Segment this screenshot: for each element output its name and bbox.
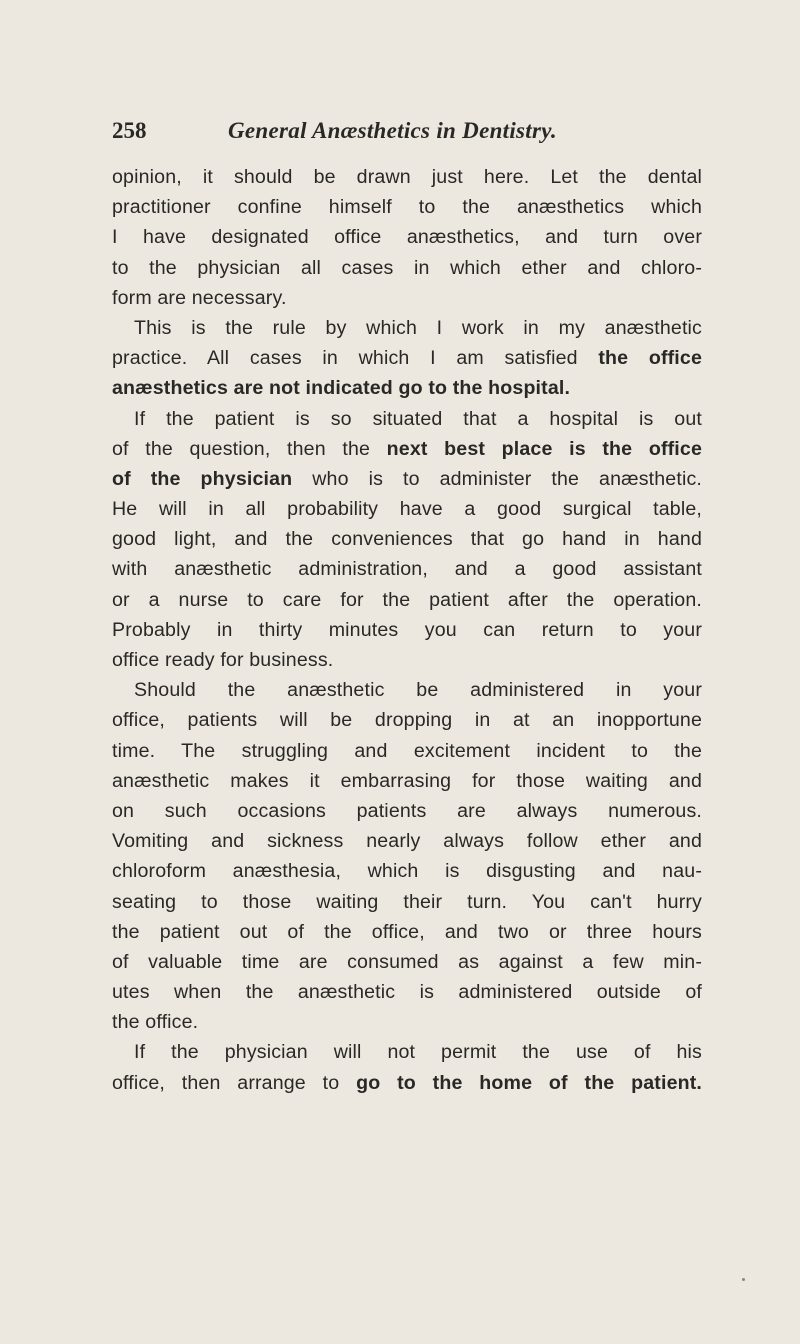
text-line: of valuable time are consumed as against a few min- <box>112 950 702 973</box>
page-header <box>112 118 702 150</box>
text-line: the office. <box>112 1011 199 1034</box>
text-line: seating to those waiting their turn. You can't hurry <box>112 890 702 913</box>
emphasis-text: anæsthetics are not indicated go to the hospital. <box>112 377 571 400</box>
text-line: anæsthetic makes it embarrasing for those waiting and <box>112 769 702 792</box>
text-line <box>112 1068 702 1098</box>
emphasis-text: the office <box>598 347 702 370</box>
text-line: Probably in thirty minutes you can return to your <box>112 618 702 641</box>
emphasis-text: of the physician <box>112 467 293 490</box>
text-run: practice. All cases in which I am satisfied <box>112 347 599 370</box>
text-line <box>112 434 702 464</box>
text-line: utes when the anæsthetic is administered outside of <box>112 981 702 1004</box>
text-line: If the patient is so situated that a hospital is out <box>134 407 702 430</box>
text-run: who is to administer the anæsthetic. <box>292 467 702 490</box>
page-number: 258 <box>112 118 147 143</box>
text-line: Should the anæsthetic be administered in your <box>134 679 702 702</box>
text-line <box>112 464 702 494</box>
text-line: or a nurse to care for the patient after the operation. <box>112 588 702 611</box>
scan-speck <box>742 1278 745 1281</box>
text-line: If the physician will not permit the use of his <box>134 1041 702 1064</box>
text-line: Vomiting and sickness nearly always follow ether and <box>112 830 702 853</box>
body-text <box>112 162 702 1098</box>
text-line: on such occasions patients are always numerous. <box>112 799 702 822</box>
text-line: He will in all probability have a good surgical table, <box>112 498 702 521</box>
running-title: General Anæsthetics in Dentistry. <box>228 118 557 143</box>
text-line <box>112 343 702 373</box>
text-line <box>112 373 702 403</box>
text-line: This is the rule by which I work in my anæsthetic <box>134 316 702 339</box>
text-line: good light, and the conveniences that go hand in hand <box>112 528 702 551</box>
text-line: time. The struggling and excitement incident to the <box>112 739 702 762</box>
text-run: office, then arrange to <box>112 1071 357 1094</box>
text-line: to the physician all cases in which ether and chloro- <box>112 256 702 279</box>
text-line: I have designated office anæsthetics, and turn over <box>112 226 702 249</box>
text-run: of the question, then the <box>112 437 387 460</box>
emphasis-text: next best place is the office <box>386 437 702 460</box>
text-line: opinion, it should be drawn just here. Let the dental <box>112 166 702 188</box>
text-line: with anæsthetic administration, and a good assistant <box>112 558 702 581</box>
text-line: office ready for business. <box>112 649 334 671</box>
text-line: the patient out of the office, and two or three hours <box>112 920 702 943</box>
text-line: office, patients will be dropping in at an inopportune <box>112 709 702 732</box>
text-line: form are necessary. <box>112 286 287 309</box>
emphasis-text: go to the home of the patient. <box>356 1071 703 1094</box>
text-line: practitioner confine himself to the anæsthetics which <box>112 196 702 219</box>
text-line: chloroform anæsthesia, which is disgusting and nau- <box>112 860 702 883</box>
